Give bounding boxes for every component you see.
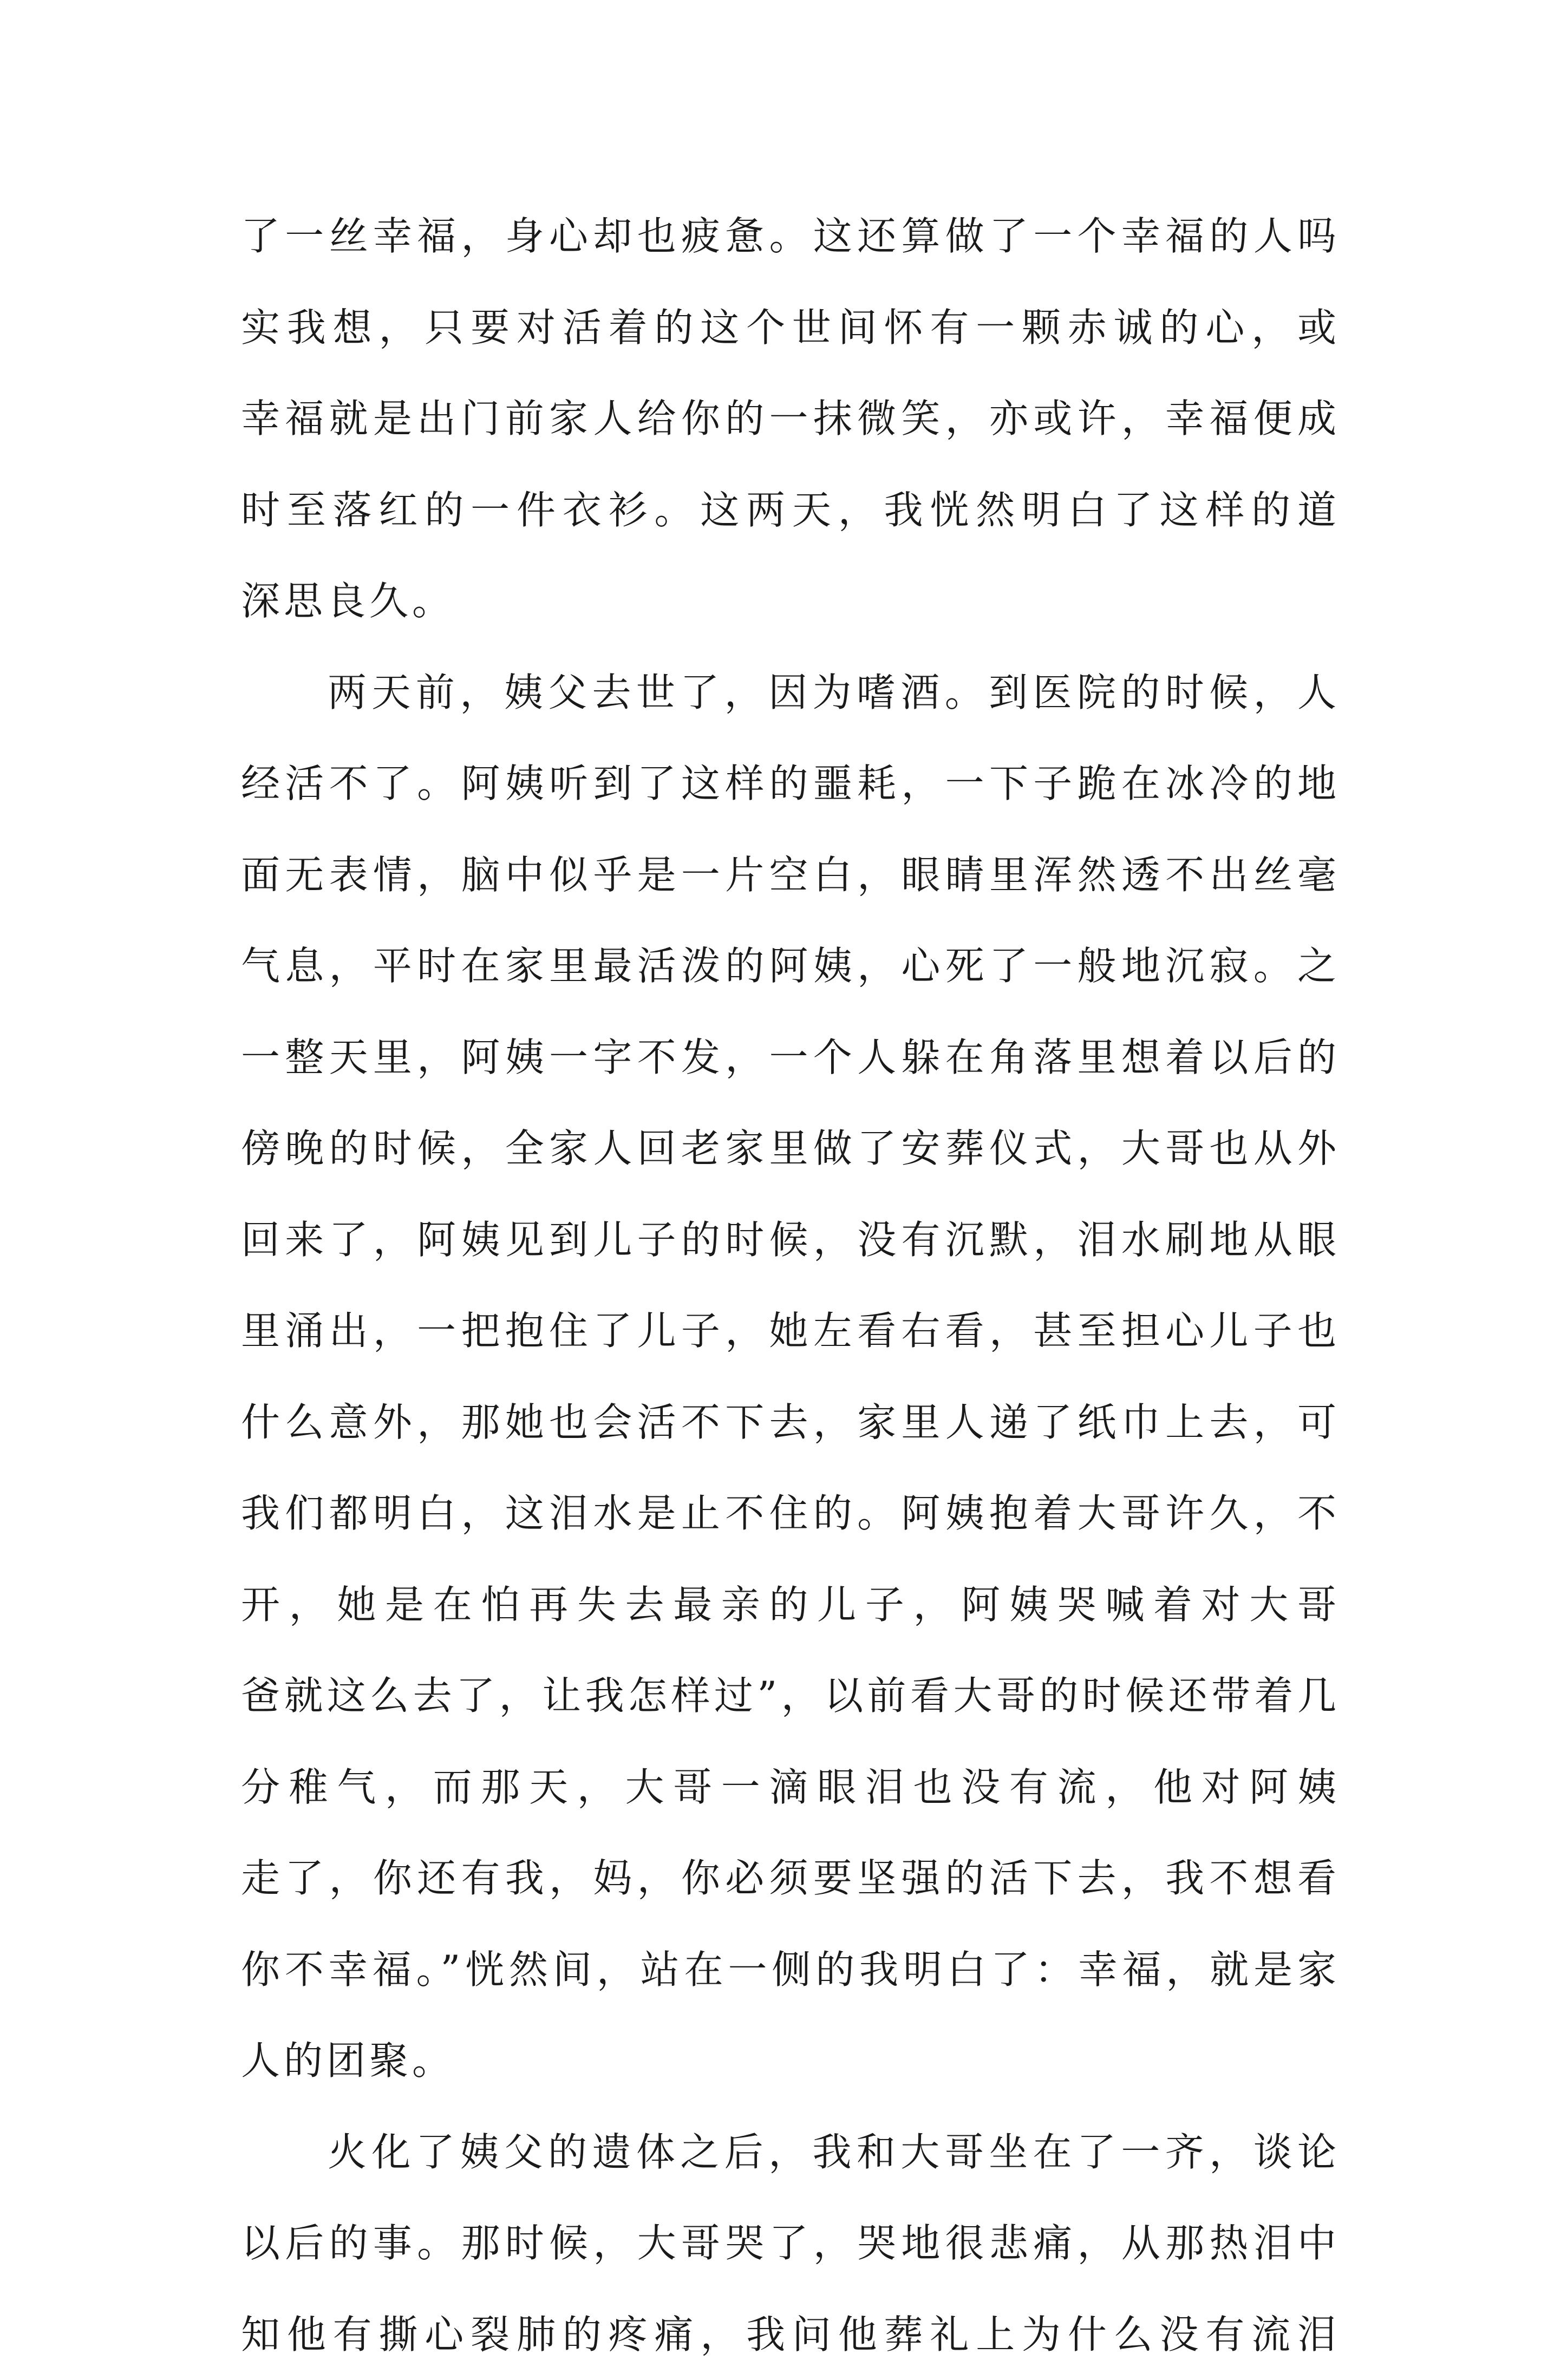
text-line: 人的团聚。: [241, 2015, 1340, 2107]
text-line: 走了，你还有我，妈，你必须要坚强的活下去，我不想看: [241, 1833, 1340, 1924]
text-line: 什么意外，那她也会活不下去，家里人递了纸巾上去，可: [241, 1377, 1340, 1468]
paragraph-first-line: 火化了姨父的遗体之后，我和大哥坐在了一齐，谈论: [241, 2107, 1340, 2198]
text-line: 以后的事。那时候，大哥哭了，哭地很悲痛，从那热泪中: [241, 2198, 1340, 2289]
text-line: 实我想，只要对活着的这个世间怀有一颗赤诚的心，或: [241, 282, 1340, 374]
text-line: 回来了，阿姨见到儿子的时候，没有沉默，泪水刷地从眼: [241, 1194, 1340, 1286]
paragraph-first-line: 两天前，姨父去世了，因为嗜酒。到医院的时候，人: [241, 647, 1340, 738]
text-line: 傍晚的时候，全家人回老家里做了安葬仪式，大哥也从外: [241, 1103, 1340, 1194]
text-line: 我们都明白，这泪水是止不住的。阿姨抱着大哥许久，不: [241, 1468, 1340, 1559]
text-line: 一整天里，阿姨一字不发，一个人躲在角落里想着以后的: [241, 1012, 1340, 1103]
text-line: 分稚气，而那天，大哥一滴眼泪也没有流，他对阿姨: [241, 1742, 1340, 1833]
text-line: 知他有撕心裂肺的疼痛，我问他葬礼上为什么没有流泪: [241, 2289, 1340, 2380]
document-body: [241, 191, 1340, 2380]
text-line: 面无表情，脑中似乎是一片空白，眼睛里浑然透不出丝毫: [241, 829, 1340, 921]
text-line: 爸就这么去了，让我怎样过”，以前看大哥的时候还带着几: [241, 1650, 1340, 1742]
text-line: 了一丝幸福，身心却也疲惫。这还算做了一个幸福的人吗: [241, 191, 1340, 282]
text-line: 开，她是在怕再失去最亲的儿子，阿姨哭喊着对大哥: [241, 1559, 1340, 1651]
text-line: 里涌出，一把抱住了儿子，她左看右看，甚至担心儿子也: [241, 1285, 1340, 1377]
text-line: 深思良久。: [241, 555, 1340, 647]
text-line: 气息，平时在家里最活泼的阿姨，心死了一般地沉寂。之: [241, 920, 1340, 1012]
text-line: 你不幸福。”恍然间，站在一侧的我明白了：幸福，就是家: [241, 1924, 1340, 2016]
text-line: 经活不了。阿姨听到了这样的噩耗，一下子跪在冰冷的地: [241, 738, 1340, 829]
text-line: 时至落红的一件衣衫。这两天，我恍然明白了这样的道: [241, 465, 1340, 556]
text-line: 幸福就是出门前家人给你的一抹微笑，亦或许，幸福便成: [241, 373, 1340, 465]
